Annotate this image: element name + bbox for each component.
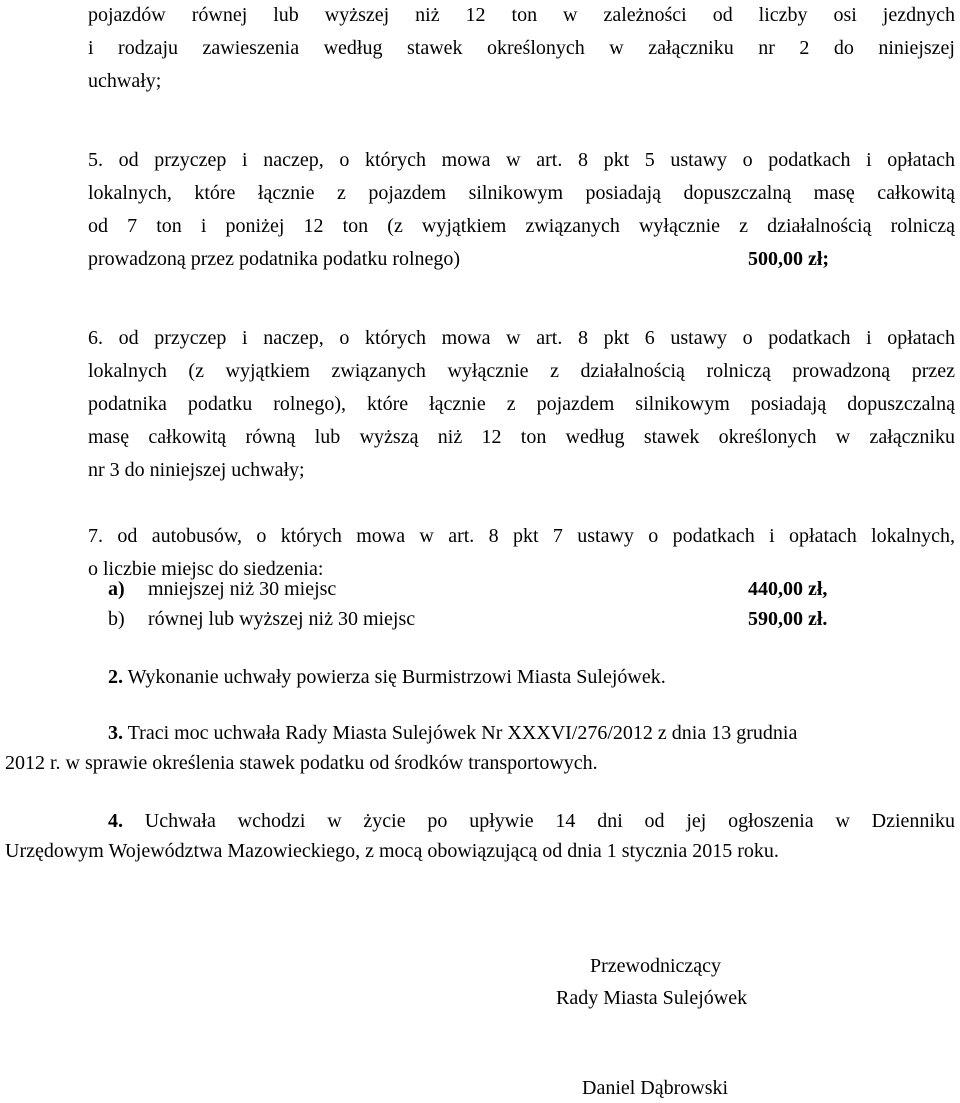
item4-line-1: pojazdów równej lub wyższej niż 12 ton w zależności od liczby osi jezdnych [88, 4, 955, 26]
paragraph-4-line-1 [108, 806, 955, 836]
item4-line-3: uchwały; [88, 70, 162, 92]
paragraph-2 [108, 662, 666, 692]
paragraph-4-text-1: Uchwała wchodzi w życie po upływie 14 dni od jej ogłoszenia w Dzienniku [123, 810, 955, 832]
paragraph-4-number: 4. [108, 810, 123, 832]
item5-line-3: od 7 ton i poniżej 12 ton (z wyjątkiem związanych wyłącznie z działalnością rolniczą [88, 215, 955, 237]
item7-b-amount: 590,00 zł. [748, 608, 828, 630]
item6-line-2: lokalnych (z wyjątkiem związanych wyłącznie z działalnością rolniczą prowadzoną przez [88, 360, 955, 382]
item7-line-1: 7. od autobusów, o których mowa w art. 8 pkt 7 ustawy o podatkach i opłatach lokalnych, [88, 525, 955, 547]
paragraph-2-text: Wykonanie uchwały powierza się Burmistrzowi Miasta Sulejówek. [123, 666, 666, 688]
item7-a-amount: 440,00 zł, [748, 578, 828, 600]
paragraph-3-line-2: 2012 r. w sprawie określenia stawek podatku od środków transportowych. [5, 752, 598, 774]
item5-amount: 500,00 zł; [748, 248, 830, 270]
item7-a-marker: a) [108, 578, 125, 600]
item6-line-4: masę całkowitą równą lub wyższą niż 12 ton według stawek określonych w załączniku [88, 426, 955, 448]
item5-line-4: prowadzoną przez podatnika podatku rolnego) [88, 248, 461, 270]
paragraph-3-number: 3. [108, 722, 123, 744]
signature-title-2: Rady Miasta Sulejówek [556, 987, 748, 1009]
item5-line-2: lokalnych, które łącznie z pojazdem silnikowym posiadają dopuszczalną masę całkowitą [88, 182, 955, 204]
item5-line-1: 5. od przyczep i naczep, o których mowa w art. 8 pkt 5 ustawy o podatkach i opłatach [88, 149, 955, 171]
item6-line-3: podatnika podatku rolnego), które łącznie z pojazdem silnikowym posiadają dopuszczalną [88, 393, 955, 415]
item6-line-5: nr 3 do niniejszej uchwały; [88, 459, 305, 481]
paragraph-4-line-2: Urzędowym Województwa Mazowieckiego, z mocą obowiązującą od dnia 1 stycznia 2015 roku. [5, 840, 779, 862]
item7-line-2: o liczbie miejsc do siedzenia: [88, 558, 324, 580]
item7-b-marker: b) [108, 608, 125, 630]
paragraph-3-line-1 [108, 718, 797, 748]
item4-line-2: i rodzaju zawieszenia według stawek określonych w załączniku nr 2 do niniejszej [88, 37, 955, 59]
signature-name: Daniel Dąbrowski [582, 1077, 729, 1099]
paragraph-2-number: 2. [108, 666, 123, 688]
paragraph-3-text-1: Traci moc uchwała Rady Miasta Sulejówek Nr XXXVI/276/2012 z dnia 13 grudnia [123, 722, 798, 744]
item7-a-text: mniejszej niż 30 miejsc [148, 578, 337, 600]
signature-title-1: Przewodniczący [590, 955, 722, 977]
item6-line-1: 6. od przyczep i naczep, o których mowa w art. 8 pkt 6 ustawy o podatkach i opłatach [88, 327, 955, 349]
item7-b-text: równej lub wyższej niż 30 miejsc [148, 608, 416, 630]
